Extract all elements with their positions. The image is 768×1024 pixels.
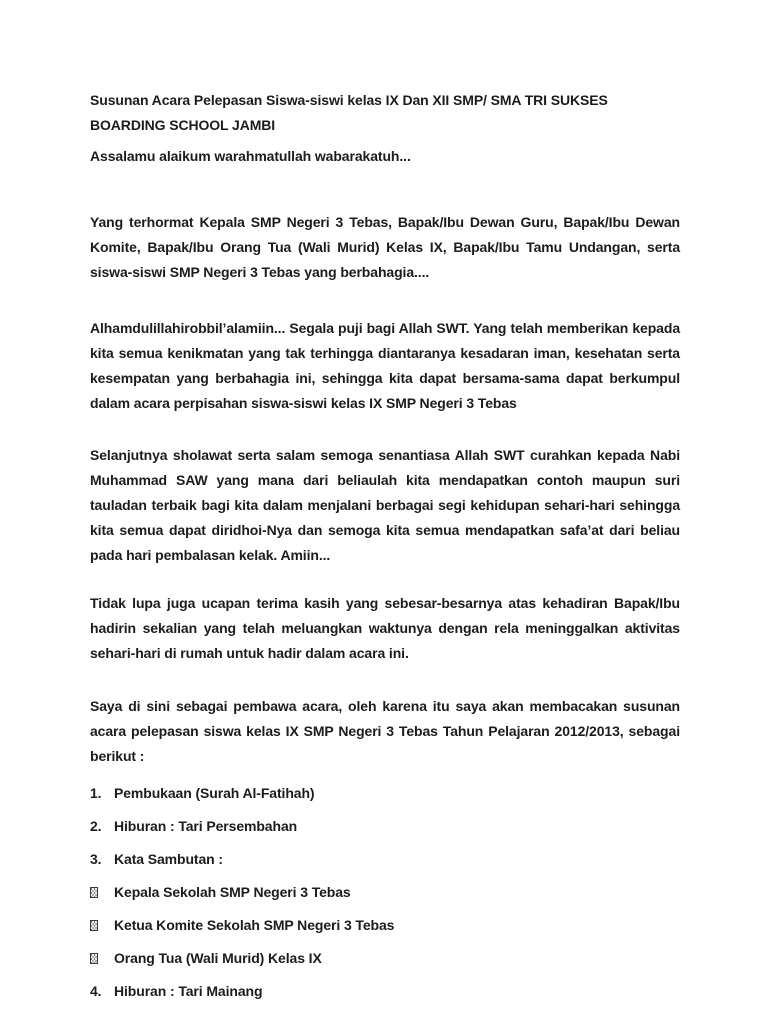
paragraph-thanks: Tidak lupa juga ucapan terima kasih yang sebesar-besarnya atas kehadiran Bapak/Ibu hadirin sekalian yang telah meluangkan waktunya dengan rela meninggalkan aktivitas sehari-hari di rumah untuk hadir dalam acara ini. (90, 595, 680, 661)
agenda-number: 3. (90, 851, 102, 867)
agenda-item-label: Pembukaan (Surah Al-Fatihah) (114, 785, 315, 801)
agenda-number: 2. (90, 818, 102, 834)
salutation-line: Assalamu alaikum warahmatullah wabarakatuh... (90, 148, 411, 164)
agenda-number: 1. (90, 785, 102, 801)
missing-glyph-icon (90, 953, 98, 964)
paragraph-honorifics: Yang terhormat Kepala SMP Negeri 3 Tebas, Bapak/Ibu Dewan Guru, Bapak/Ibu Dewan Komite, Bapak/Ibu Orang Tua (Wali Murid) Kelas IX, Bapak/Ibu Tamu Undangan, serta siswa-siswi SMP Negeri 3 Tebas yang berbahagia.... (90, 214, 680, 280)
agenda-item-label: Kata Sambutan : (114, 851, 223, 867)
agenda-subitem-2 (90, 913, 680, 938)
document-title: Susunan Acara Pelepasan Siswa-siswi kelas IX Dan XII SMP/ SMA TRI SUKSES BOARDING SCHOOL JAMBI (90, 92, 608, 133)
agenda-item-label: Hiburan : Tari Persembahan (114, 818, 298, 834)
missing-glyph-icon (90, 887, 98, 898)
agenda-item-1 (90, 781, 680, 806)
agenda-item-label: Hiburan : Tari Mainang (114, 983, 263, 999)
agenda-subitem-label: Ketua Komite Sekolah SMP Negeri 3 Tebas (114, 917, 395, 933)
agenda-item-2 (90, 814, 680, 839)
agenda-subitem-1 (90, 880, 680, 905)
agenda-subitem-label: Kepala Sekolah SMP Negeri 3 Tebas (114, 884, 351, 900)
document-body (90, 88, 680, 1012)
agenda-number: 4. (90, 983, 102, 999)
agenda-item-4 (90, 979, 680, 1004)
agenda-subitem-3 (90, 946, 680, 971)
agenda-subitem-label: Orang Tua (Wali Murid) Kelas IX (114, 950, 322, 966)
paragraph-praise: Alhamdulillahirobbil’alamiin... Segala puji bagi Allah SWT. Yang telah memberikan kepada kita semua kenikmatan yang tak terhingga diantaranya kesadaran iman, kesehatan serta kesempatan yang berbahagia ini, sehingga kita dapat bersama-sama dapat berkumpul dalam acara perpisahan siswa-siswi kelas IX SMP Negeri 3 Tebas (90, 320, 680, 411)
paragraph-mc-intro: Saya di sini sebagai pembawa acara, oleh karena itu saya akan membacakan susunan acara pelepasan siswa kelas IX SMP Negeri 3 Tebas Tahun Pelajaran 2012/2013, sebagai berikut : (90, 698, 680, 764)
paragraph-sholawat: Selanjutnya sholawat serta salam semoga senantiasa Allah SWT curahkan kepada Nabi Muhammad SAW yang mana dari beliaulah kita mendapatkan contoh maupun suri tauladan terbaik bagi kita dalam menjalani berbagai segi kehidupan sehari-hari sehingga kita semua dapat diridhoi-Nya dan semoga kita semua mendapatkan safa’at dari beliau pada hari pembalasan kelak. Amiin... (90, 447, 680, 563)
agenda-list (90, 781, 680, 1004)
agenda-item-3 (90, 847, 680, 872)
missing-glyph-icon (90, 920, 98, 931)
